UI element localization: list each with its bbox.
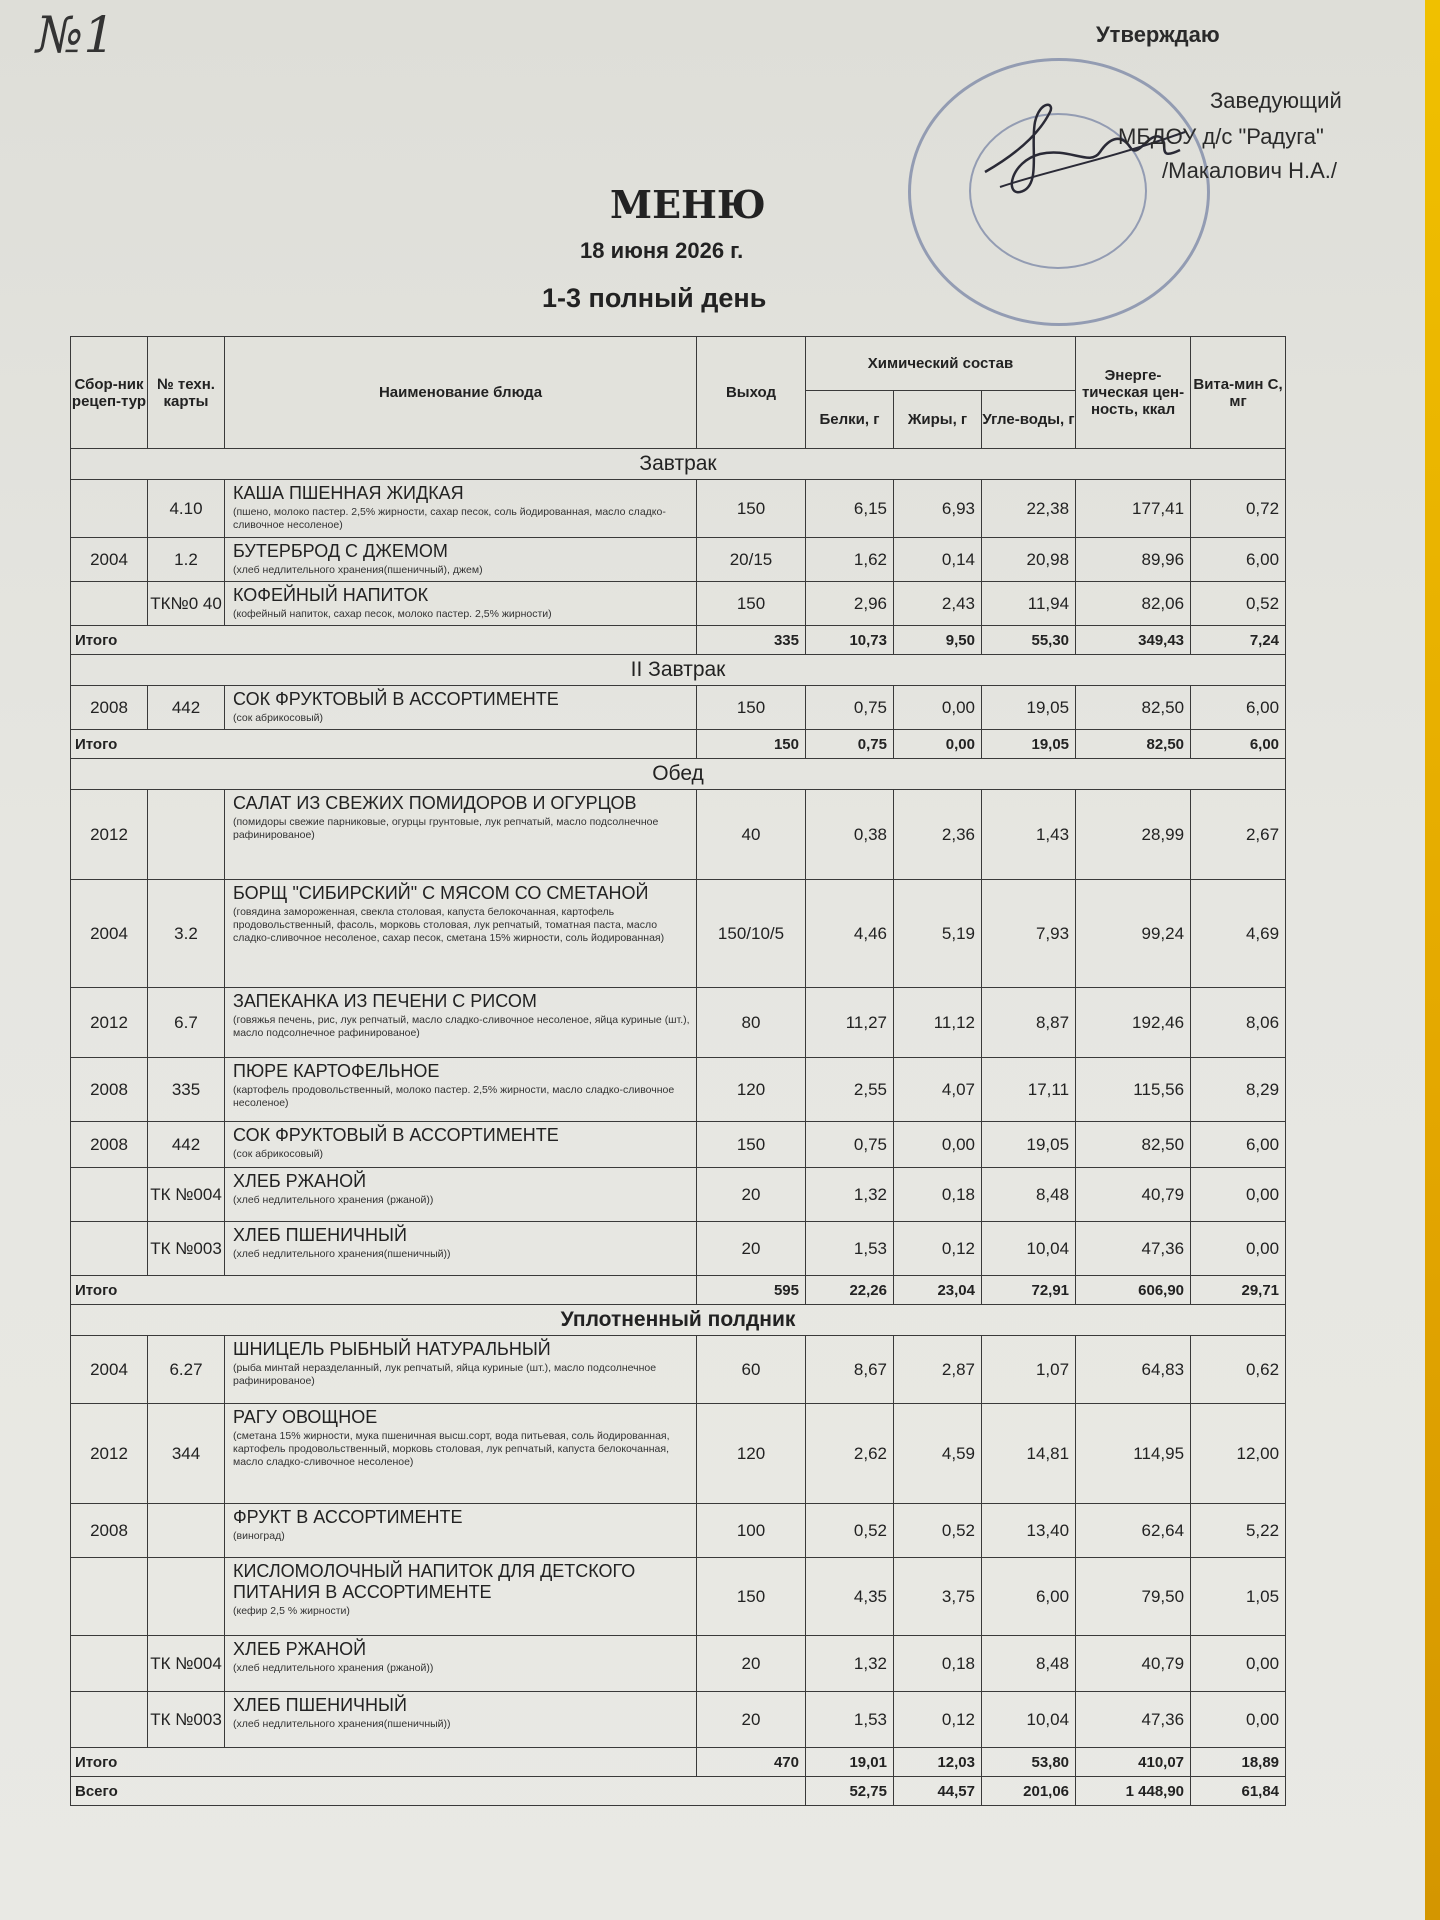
menu-item-row <box>71 988 1286 1058</box>
energy-cell: 82,06 <box>1076 582 1191 626</box>
header-energy: Энерге-тическая цен-ность, ккал <box>1076 337 1191 449</box>
fat-cell: 6,93 <box>894 480 982 538</box>
dish-name: ХЛЕБ РЖАНОЙ <box>233 1639 367 1659</box>
dish-cell <box>225 582 697 626</box>
grand-total-energy: 1 448,90 <box>1076 1777 1191 1806</box>
carbs-cell: 8,48 <box>982 1168 1076 1222</box>
dish-name: ХЛЕБ РЖАНОЙ <box>233 1171 367 1191</box>
energy-cell: 82,50 <box>1076 1122 1191 1168</box>
menu-item-row <box>71 880 1286 988</box>
menu-date: 18 июня 2026 г. <box>580 238 744 263</box>
fat-cell: 2,36 <box>894 790 982 880</box>
dish-ingredients: (говядина замороженная, свекла столовая, капуста белокочанная, картофель продовольственный, фасоль, морковь столовая, лук репчатый, томатная паста, масло сладко-сливочное несоленое, сахар песок, сметана 15% жирности, соль йодированная) <box>233 906 665 944</box>
techcard-cell: 442 <box>148 686 225 730</box>
protein-cell: 6,15 <box>806 480 894 538</box>
energy-cell: 79,50 <box>1076 1558 1191 1636</box>
carbs-cell: 20,98 <box>982 538 1076 582</box>
protein-cell: 8,67 <box>806 1336 894 1404</box>
collection-cell <box>71 1558 148 1636</box>
vitamin-cell: 4,69 <box>1191 880 1286 988</box>
collection-cell: 2004 <box>71 880 148 988</box>
dish-cell <box>225 1122 697 1168</box>
collection-cell: 2008 <box>71 1122 148 1168</box>
approval-institution: МБДОУ д/с "Радуга" <box>1118 124 1324 149</box>
menu-item-row <box>71 1404 1286 1504</box>
yield-cell: 150/10/5 <box>697 880 806 988</box>
approval-position: Заведующий <box>1210 88 1342 113</box>
dish-name: ФРУКТ В АССОРТИМЕНТЕ <box>233 1507 463 1527</box>
fat-cell: 11,12 <box>894 988 982 1058</box>
yield-cell: 20 <box>697 1636 806 1692</box>
techcard-cell: 335 <box>148 1058 225 1122</box>
collection-cell: 2008 <box>71 1058 148 1122</box>
fat-cell: 0,00 <box>894 686 982 730</box>
vitamin-cell: 0,00 <box>1191 1692 1286 1748</box>
collection-cell: 2004 <box>71 1336 148 1404</box>
protein-cell: 2,62 <box>806 1404 894 1504</box>
grand-total-vitamin: 61,84 <box>1191 1777 1286 1806</box>
vitamin-cell: 8,29 <box>1191 1058 1286 1122</box>
dish-ingredients: (рыба минтай неразделанный, лук репчатый, яйца куриные (шт.), масло подсолнечное рафинированое) <box>233 1362 657 1387</box>
section-header-row <box>71 655 1286 686</box>
dish-cell <box>225 1636 697 1692</box>
header-fat: Жиры, г <box>894 391 982 449</box>
fat-cell: 2,87 <box>894 1336 982 1404</box>
dish-ingredients: (виноград) <box>233 1530 285 1542</box>
dish-ingredients: (хлеб недлительного хранения(пшеничный), джем) <box>233 564 483 576</box>
signature-icon <box>980 92 1190 212</box>
dish-name: СОК ФРУКТОВЫЙ В АССОРТИМЕНТЕ <box>233 1125 559 1145</box>
total-vitamin: 29,71 <box>1191 1276 1286 1305</box>
header-collection: Сбор-ник рецеп-тур <box>71 337 148 449</box>
dish-cell <box>225 686 697 730</box>
yield-cell: 120 <box>697 1058 806 1122</box>
carbs-cell: 11,94 <box>982 582 1076 626</box>
dish-ingredients: (сметана 15% жирности, мука пшеничная высш.сорт, вода питьевая, соль йодированная, картофель продовольственный, морковь столовая, лук репчатый, капуста белокочанная, масло сладко-сливочное несоленое) <box>233 1430 670 1468</box>
protein-cell: 1,32 <box>806 1636 894 1692</box>
carbs-cell: 19,05 <box>982 686 1076 730</box>
total-carbs: 72,91 <box>982 1276 1076 1305</box>
total-protein: 10,73 <box>806 626 894 655</box>
dish-ingredients: (говяжья печень, рис, лук репчатый, масло сладко-сливочное несоленое, яйца куриные (шт.), масло подсолнечное рафинированое) <box>233 1014 690 1039</box>
fat-cell: 0,52 <box>894 1504 982 1558</box>
dish-ingredients: (хлеб недлительного хранения (ржаной)) <box>233 1194 434 1206</box>
carbs-cell: 22,38 <box>982 480 1076 538</box>
energy-cell: 99,24 <box>1076 880 1191 988</box>
menu-item-row <box>71 480 1286 538</box>
dish-ingredients: (хлеб недлительного хранения(пшеничный)) <box>233 1718 451 1730</box>
techcard-cell: ТК №004 <box>148 1168 225 1222</box>
energy-cell: 47,36 <box>1076 1692 1191 1748</box>
total-fat: 9,50 <box>894 626 982 655</box>
fat-cell: 0,14 <box>894 538 982 582</box>
protein-cell: 2,55 <box>806 1058 894 1122</box>
dish-cell <box>225 538 697 582</box>
collection-cell: 2012 <box>71 1404 148 1504</box>
carbs-cell: 6,00 <box>982 1558 1076 1636</box>
yield-cell: 150 <box>697 480 806 538</box>
collection-cell <box>71 1168 148 1222</box>
header-techcard: № техн. карты <box>148 337 225 449</box>
vitamin-cell: 0,00 <box>1191 1636 1286 1692</box>
fat-cell: 2,43 <box>894 582 982 626</box>
total-vitamin: 6,00 <box>1191 730 1286 759</box>
dish-cell <box>225 880 697 988</box>
collection-cell <box>71 1692 148 1748</box>
collection-cell: 2008 <box>71 686 148 730</box>
yield-cell: 80 <box>697 988 806 1058</box>
yield-cell: 20 <box>697 1168 806 1222</box>
techcard-cell: 6.7 <box>148 988 225 1058</box>
total-energy: 349,43 <box>1076 626 1191 655</box>
carbs-cell: 1,43 <box>982 790 1076 880</box>
menu-item-row <box>71 790 1286 880</box>
yield-cell: 20 <box>697 1692 806 1748</box>
dish-ingredients: (картофель продовольственный, молоко пастер. 2,5% жирности, масло сладко-сливочное несоленое) <box>233 1084 675 1109</box>
document-title: МЕНЮ <box>610 182 766 227</box>
fat-cell: 3,75 <box>894 1558 982 1636</box>
total-vitamin: 18,89 <box>1191 1748 1286 1777</box>
menu-item-row <box>71 1336 1286 1404</box>
header-dish: Наименование блюда <box>225 337 697 449</box>
dish-name: РАГУ ОВОЩНОЕ <box>233 1407 378 1427</box>
techcard-cell <box>148 790 225 880</box>
fat-cell: 0,18 <box>894 1636 982 1692</box>
section-header-row <box>71 449 1286 480</box>
total-energy: 606,90 <box>1076 1276 1191 1305</box>
dish-ingredients: (кофейный напиток, сахар песок, молоко пастер. 2,5% жирности) <box>233 608 552 620</box>
carbs-cell: 8,48 <box>982 1636 1076 1692</box>
protein-cell: 4,35 <box>806 1558 894 1636</box>
dish-ingredients: (хлеб недлительного хранения (ржаной)) <box>233 1662 434 1674</box>
section-total-row <box>71 626 1286 655</box>
protein-cell: 0,75 <box>806 686 894 730</box>
header-chemical: Химический состав <box>806 337 1076 391</box>
dish-cell <box>225 480 697 538</box>
menu-item-row <box>71 1058 1286 1122</box>
energy-cell: 192,46 <box>1076 988 1191 1058</box>
dish-cell <box>225 988 697 1058</box>
total-yield: 150 <box>697 730 806 759</box>
techcard-cell <box>148 1504 225 1558</box>
protein-cell: 0,75 <box>806 1122 894 1168</box>
vitamin-cell: 0,00 <box>1191 1168 1286 1222</box>
section-title: Завтрак <box>71 449 1286 480</box>
yield-cell: 150 <box>697 686 806 730</box>
fat-cell: 0,12 <box>894 1692 982 1748</box>
menu-body <box>71 449 1286 1806</box>
carbs-cell: 17,11 <box>982 1058 1076 1122</box>
handwritten-page-number: №1 <box>36 6 116 64</box>
collection-cell <box>71 1222 148 1276</box>
yield-cell: 60 <box>697 1336 806 1404</box>
protein-cell: 0,52 <box>806 1504 894 1558</box>
dish-cell <box>225 1168 697 1222</box>
total-yield: 595 <box>697 1276 806 1305</box>
techcard-cell: ТК №003 <box>148 1692 225 1748</box>
section-header-row <box>71 1305 1286 1336</box>
total-fat: 0,00 <box>894 730 982 759</box>
grand-total-fat: 44,57 <box>894 1777 982 1806</box>
fat-cell: 0,18 <box>894 1168 982 1222</box>
energy-cell: 62,64 <box>1076 1504 1191 1558</box>
menu-item-row <box>71 1168 1286 1222</box>
energy-cell: 82,50 <box>1076 686 1191 730</box>
fat-cell: 4,07 <box>894 1058 982 1122</box>
dish-cell <box>225 1058 697 1122</box>
carbs-cell: 7,93 <box>982 880 1076 988</box>
dish-ingredients: (кефир 2,5 % жирности) <box>233 1605 350 1617</box>
techcard-cell: ТК №003 <box>148 1222 225 1276</box>
collection-cell: 2008 <box>71 1504 148 1558</box>
yield-cell: 40 <box>697 790 806 880</box>
vitamin-cell: 0,72 <box>1191 480 1286 538</box>
techcard-cell: 6.27 <box>148 1336 225 1404</box>
vitamin-cell: 8,06 <box>1191 988 1286 1058</box>
energy-cell: 64,83 <box>1076 1336 1191 1404</box>
section-total-row <box>71 1748 1286 1777</box>
yield-cell: 120 <box>697 1404 806 1504</box>
techcard-cell: 1.2 <box>148 538 225 582</box>
collection-cell <box>71 582 148 626</box>
collection-cell: 2004 <box>71 538 148 582</box>
dish-cell <box>225 1504 697 1558</box>
dish-ingredients: (сок абрикосовый) <box>233 712 324 724</box>
protein-cell: 1,53 <box>806 1692 894 1748</box>
dish-ingredients: (помидоры свежие парниковые, огурцы грунтовые, лук репчатый, масло подсолнечное рафинированое) <box>233 816 659 841</box>
dish-cell <box>225 790 697 880</box>
fat-cell: 5,19 <box>894 880 982 988</box>
section-title: Уплотненный полдник <box>71 1305 1286 1336</box>
total-label: Итого <box>71 626 697 655</box>
techcard-cell: 344 <box>148 1404 225 1504</box>
approval-signatory: /Макалович Н.А./ <box>1162 158 1338 183</box>
vitamin-cell: 0,62 <box>1191 1336 1286 1404</box>
header-vitamin: Вита-мин С, мг <box>1191 337 1286 449</box>
total-carbs: 55,30 <box>982 626 1076 655</box>
header-yield: Выход <box>697 337 806 449</box>
energy-cell: 40,79 <box>1076 1636 1191 1692</box>
menu-table <box>70 336 1286 1806</box>
total-carbs: 19,05 <box>982 730 1076 759</box>
dish-cell <box>225 1692 697 1748</box>
dish-name: ЗАПЕКАНКА ИЗ ПЕЧЕНИ С РИСОМ <box>233 991 537 1011</box>
protein-cell: 1,62 <box>806 538 894 582</box>
protein-cell: 1,53 <box>806 1222 894 1276</box>
carbs-cell: 19,05 <box>982 1122 1076 1168</box>
total-yield: 470 <box>697 1748 806 1777</box>
energy-cell: 89,96 <box>1076 538 1191 582</box>
dish-name: ХЛЕБ ПШЕНИЧНЫЙ <box>233 1225 407 1245</box>
section-header-row <box>71 759 1286 790</box>
dish-cell <box>225 1558 697 1636</box>
total-fat: 12,03 <box>894 1748 982 1777</box>
grand-total-label: Всего <box>71 1777 806 1806</box>
carbs-cell: 13,40 <box>982 1504 1076 1558</box>
menu-item-row <box>71 1122 1286 1168</box>
dish-ingredients: (пшено, молоко пастер. 2,5% жирности, сахар песок, соль йодированная, масло сладко-сливочное несоленое) <box>233 506 666 531</box>
menu-item-row <box>71 1636 1286 1692</box>
protein-cell: 2,96 <box>806 582 894 626</box>
total-carbs: 53,80 <box>982 1748 1076 1777</box>
menu-subtitle: 1-3 полный день <box>542 283 767 313</box>
energy-cell: 115,56 <box>1076 1058 1191 1122</box>
dish-cell <box>225 1404 697 1504</box>
section-total-row <box>71 730 1286 759</box>
total-protein: 0,75 <box>806 730 894 759</box>
protein-cell: 11,27 <box>806 988 894 1058</box>
yield-cell: 150 <box>697 1122 806 1168</box>
techcard-cell: 442 <box>148 1122 225 1168</box>
energy-cell: 114,95 <box>1076 1404 1191 1504</box>
collection-cell <box>71 480 148 538</box>
menu-item-row <box>71 538 1286 582</box>
dish-cell <box>225 1336 697 1404</box>
dish-name: ХЛЕБ ПШЕНИЧНЫЙ <box>233 1695 407 1715</box>
header-carbs: Угле-воды, г <box>982 391 1076 449</box>
vitamin-cell: 1,05 <box>1191 1558 1286 1636</box>
approval-title: Утверждаю <box>1096 22 1220 47</box>
techcard-cell: 4.10 <box>148 480 225 538</box>
yield-cell: 20 <box>697 1222 806 1276</box>
protein-cell: 4,46 <box>806 880 894 988</box>
dish-name: ПЮРЕ КАРТОФЕЛЬНОЕ <box>233 1061 440 1081</box>
menu-item-row <box>71 1504 1286 1558</box>
dish-name: БУТЕРБРОД С ДЖЕМОМ <box>233 541 448 561</box>
carbs-cell: 1,07 <box>982 1336 1076 1404</box>
dish-name: КАША ПШЕННАЯ ЖИДКАЯ <box>233 483 464 503</box>
total-energy: 410,07 <box>1076 1748 1191 1777</box>
section-title: Обед <box>71 759 1286 790</box>
menu-item-row <box>71 582 1286 626</box>
collection-cell <box>71 1636 148 1692</box>
vitamin-cell: 0,00 <box>1191 1222 1286 1276</box>
dish-name: САЛАТ ИЗ СВЕЖИХ ПОМИДОРОВ И ОГУРЦОВ <box>233 793 637 813</box>
grand-total-row <box>71 1777 1286 1806</box>
section-total-row <box>71 1276 1286 1305</box>
total-label: Итого <box>71 730 697 759</box>
fat-cell: 4,59 <box>894 1404 982 1504</box>
total-fat: 23,04 <box>894 1276 982 1305</box>
vitamin-cell: 2,67 <box>1191 790 1286 880</box>
total-energy: 82,50 <box>1076 730 1191 759</box>
dish-ingredients: (сок абрикосовый) <box>233 1148 324 1160</box>
fat-cell: 0,12 <box>894 1222 982 1276</box>
menu-item-row <box>71 1222 1286 1276</box>
dish-name: КИСЛОМОЛОЧНЫЙ НАПИТОК ДЛЯ ДЕТСКОГО ПИТАНИЯ В АССОРТИМЕНТЕ <box>233 1561 636 1602</box>
menu-item-row <box>71 686 1286 730</box>
protein-cell: 1,32 <box>806 1168 894 1222</box>
protein-cell: 0,38 <box>806 790 894 880</box>
vitamin-cell: 12,00 <box>1191 1404 1286 1504</box>
energy-cell: 177,41 <box>1076 480 1191 538</box>
menu-item-row <box>71 1692 1286 1748</box>
dish-cell <box>225 1222 697 1276</box>
dish-name: ШНИЦЕЛЬ РЫБНЫЙ НАТУРАЛЬНЫЙ <box>233 1339 551 1359</box>
yellow-wall-edge <box>1425 0 1440 1920</box>
grand-total-carbs: 201,06 <box>982 1777 1076 1806</box>
total-label: Итого <box>71 1748 697 1777</box>
carbs-cell: 10,04 <box>982 1692 1076 1748</box>
techcard-cell: 3.2 <box>148 880 225 988</box>
energy-cell: 47,36 <box>1076 1222 1191 1276</box>
dish-name: КОФЕЙНЫЙ НАПИТОК <box>233 585 429 605</box>
vitamin-cell: 5,22 <box>1191 1504 1286 1558</box>
vitamin-cell: 0,52 <box>1191 582 1286 626</box>
techcard-cell: ТК №004 <box>148 1636 225 1692</box>
energy-cell: 28,99 <box>1076 790 1191 880</box>
vitamin-cell: 6,00 <box>1191 686 1286 730</box>
dish-ingredients: (хлеб недлительного хранения(пшеничный)) <box>233 1248 451 1260</box>
dish-name: СОК ФРУКТОВЫЙ В АССОРТИМЕНТЕ <box>233 689 559 709</box>
yield-cell: 20/15 <box>697 538 806 582</box>
yield-cell: 150 <box>697 582 806 626</box>
techcard-cell: ТК№0 40 <box>148 582 225 626</box>
fat-cell: 0,00 <box>894 1122 982 1168</box>
yield-cell: 100 <box>697 1504 806 1558</box>
collection-cell: 2012 <box>71 988 148 1058</box>
vitamin-cell: 6,00 <box>1191 1122 1286 1168</box>
grand-total-protein: 52,75 <box>806 1777 894 1806</box>
total-protein: 19,01 <box>806 1748 894 1777</box>
total-vitamin: 7,24 <box>1191 626 1286 655</box>
dish-name: БОРЩ "СИБИРСКИЙ" С МЯСОМ СО СМЕТАНОЙ <box>233 883 649 903</box>
energy-cell: 40,79 <box>1076 1168 1191 1222</box>
carbs-cell: 10,04 <box>982 1222 1076 1276</box>
total-label: Итого <box>71 1276 697 1305</box>
menu-item-row <box>71 1558 1286 1636</box>
vitamin-cell: 6,00 <box>1191 538 1286 582</box>
techcard-cell <box>148 1558 225 1636</box>
header-protein: Белки, г <box>806 391 894 449</box>
carbs-cell: 8,87 <box>982 988 1076 1058</box>
section-title: II Завтрак <box>71 655 1286 686</box>
total-protein: 22,26 <box>806 1276 894 1305</box>
yield-cell: 150 <box>697 1558 806 1636</box>
collection-cell: 2012 <box>71 790 148 880</box>
carbs-cell: 14,81 <box>982 1404 1076 1504</box>
total-yield: 335 <box>697 626 806 655</box>
